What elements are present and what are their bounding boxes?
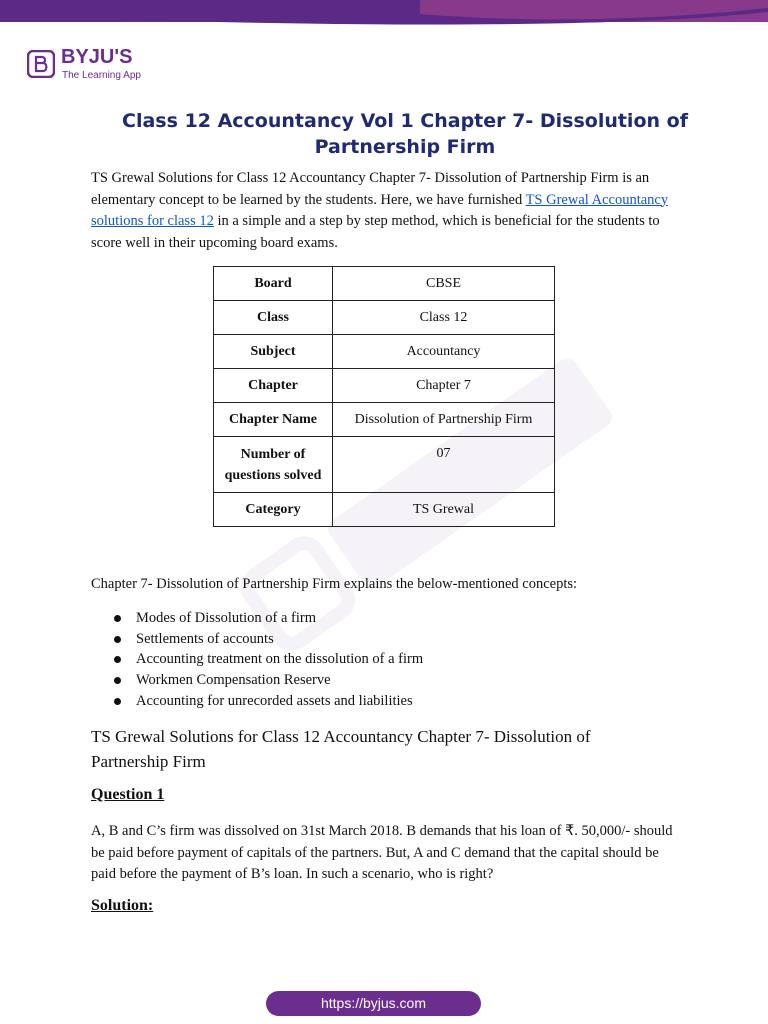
intro-text-before: TS Grewal Solutions for Class 12 Accountancy Chapter 7- Dissolution of Partnership Firm is an elementary concept to be learned by the students. Here, we have furnished — [91, 170, 650, 208]
table-row — [214, 437, 555, 493]
bullet-icon — [114, 656, 121, 663]
concepts-list — [91, 608, 651, 712]
row-label-chapter-name: Chapter Name — [214, 403, 333, 437]
list-item-text: Modes of Dissolution of a firm — [136, 610, 317, 626]
row-value-class: Class 12 — [333, 301, 555, 335]
list-item-text: Settlements of accounts — [136, 630, 274, 647]
bullet-icon — [114, 636, 121, 643]
table-row — [214, 301, 555, 335]
byjus-logo-icon — [27, 50, 55, 78]
top-band-curve — [0, 0, 768, 40]
concepts-intro: Chapter 7- Dissolution of Partnership Firm explains the below-mentioned concepts: — [91, 576, 578, 592]
row-value-chapter-name: Dissolution of Partnership Firm — [333, 403, 555, 437]
solution-heading: Solution: — [91, 897, 154, 914]
row-label-subject: Subject — [214, 335, 333, 369]
list-item — [91, 608, 651, 629]
row-label-questions-solved: Number of questions solved — [214, 437, 333, 493]
solutions-subheading: TS Grewal Solutions for Class 12 Accountancy Chapter 7- Dissolution of Partnership Firm — [91, 727, 591, 771]
row-label-chapter: Chapter — [214, 369, 333, 403]
table-row — [214, 369, 555, 403]
intro-paragraph — [91, 168, 691, 254]
list-item-text: Accounting treatment on the dissolution of a firm — [136, 651, 424, 668]
intro-text-after: in a simple and a step by step method, which is beneficial for the students to score well in their upcoming board exams. — [91, 213, 660, 251]
list-item — [91, 691, 651, 712]
question-text: A, B and C’s firm was dissolved on 31st March 2018. B demands that his loan of ₹. 50,000/- should be paid before payment of capitals of the partners. But, A and C demand that the capital should be paid before the payment of B’s loan. In such a scenario, who is right? — [91, 823, 673, 882]
row-label-class: Class — [214, 301, 333, 335]
table-row — [214, 493, 555, 527]
list-item — [91, 670, 651, 691]
ts-grewal-solutions-link[interactable]: TS Grewal Accountancy solutions for class 12 — [91, 191, 669, 229]
table-row — [214, 403, 555, 437]
list-item-text: Workmen Compensation Reserve — [136, 672, 331, 689]
row-label-category: Category — [214, 493, 333, 527]
list-item-text: Accounting for unrecorded assets and liabilities — [136, 692, 413, 709]
bullet-icon — [114, 698, 121, 705]
row-value-chapter: Chapter 7 — [333, 369, 555, 403]
row-label-board: Board — [214, 267, 333, 301]
row-value-questions-solved: 07 — [333, 437, 555, 493]
brand-name: BYJU'S — [61, 46, 133, 68]
question-heading: Question 1 — [91, 786, 165, 803]
table-row — [214, 335, 555, 369]
table-row — [214, 267, 555, 301]
page-title: Class 12 Accountancy Vol 1 Chapter 7- Dissolution of Partnership Firm — [122, 110, 688, 158]
row-value-category: TS Grewal — [333, 493, 555, 527]
bullet-icon — [114, 677, 121, 684]
row-value-subject: Accountancy — [333, 335, 555, 369]
brand-tagline: The Learning App — [62, 70, 141, 81]
row-value-board: CBSE — [333, 267, 555, 301]
chapter-info-table — [213, 266, 555, 527]
list-item — [91, 649, 651, 670]
footer-url-link[interactable]: https://byjus.com — [266, 991, 481, 1016]
bullet-icon — [114, 615, 121, 622]
list-item — [91, 629, 651, 650]
